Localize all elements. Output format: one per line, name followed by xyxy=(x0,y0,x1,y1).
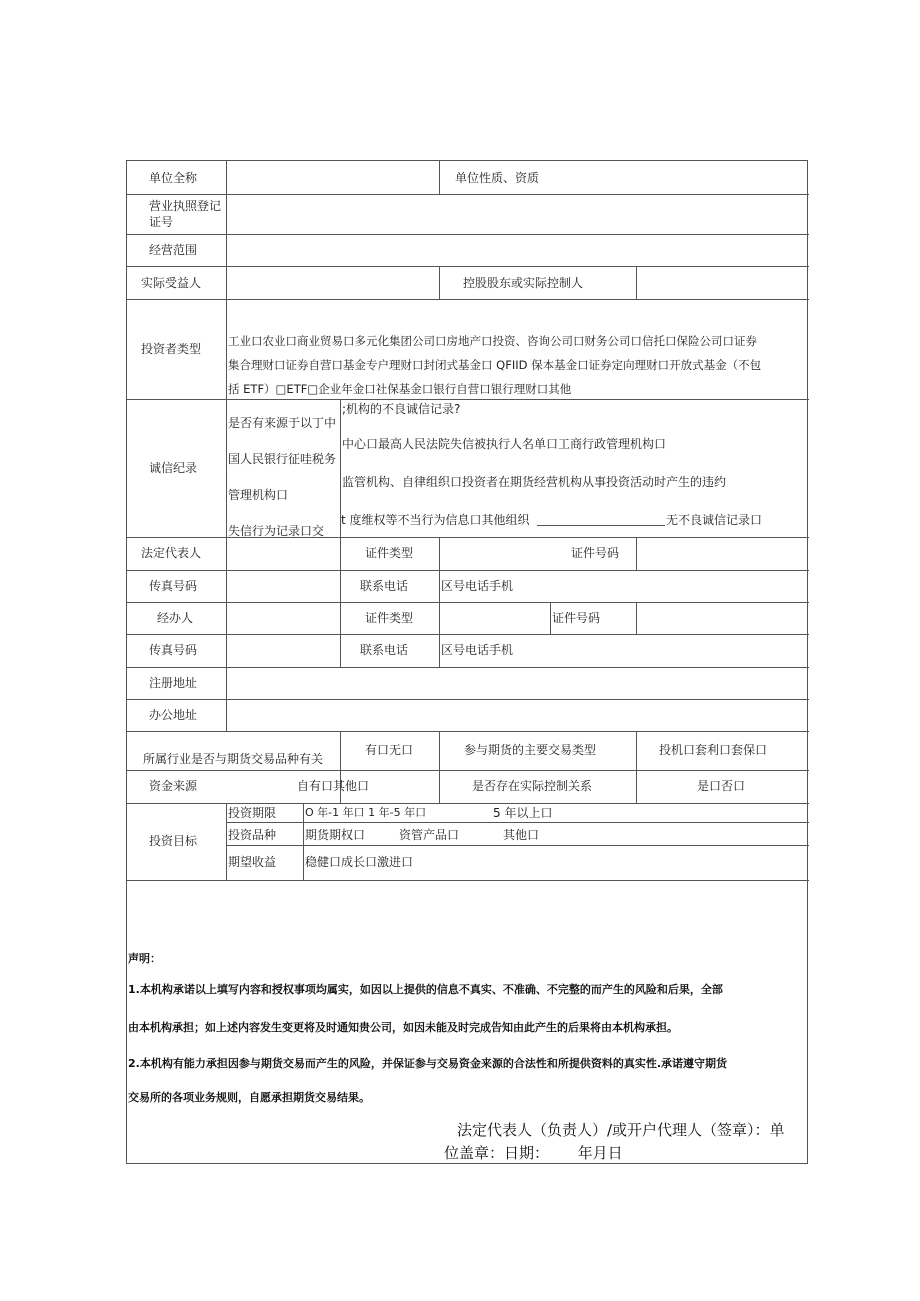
fund-source-label: 资金来源 xyxy=(149,779,198,793)
company-name-label: 单位全称 xyxy=(149,171,198,185)
credit-label: 诚信纪录 xyxy=(149,461,198,475)
industry-label: 所属行业是否与期货交易品种有关 xyxy=(143,752,324,766)
company-nature-label: 单位性质、资质 xyxy=(455,171,540,185)
phone-hint[interactable]: 区号电话手机 xyxy=(441,579,514,593)
declaration-p2-line2: 交易所的各项业务规则，自愿承担期货交易结果。 xyxy=(128,1091,370,1104)
credit-right-2[interactable]: 中心口最高人民法院失信被执行人名单口工商行政管理机构口 xyxy=(342,437,667,451)
agent-label: 经办人 xyxy=(157,611,194,625)
return-options[interactable]: 稳健口成长口激进口 xyxy=(305,855,414,869)
id-number-label: 证件号码 xyxy=(571,546,620,560)
term-options-b[interactable]: 5 年以上口 xyxy=(493,806,553,820)
controller-field[interactable] xyxy=(637,267,809,299)
variety-options-other[interactable]: 其他口 xyxy=(503,828,540,842)
investor-type-options-line2[interactable]: 集合理财口证券自营口基金专户理财口封闭式基金口 QFIID 保本基金口证券定向理财口开放式基金（不包 xyxy=(228,358,762,372)
actual-control-options[interactable]: 是口否口 xyxy=(697,779,746,793)
reg-address-label: 注册地址 xyxy=(149,676,198,690)
id-type-label: 证件类型 xyxy=(365,546,414,560)
fund-source-options[interactable]: 自有口其他口 xyxy=(297,779,370,793)
agent-phone-label: 联系电话 xyxy=(360,643,409,657)
trade-type-label: 参与期货的主要交易类型 xyxy=(464,743,597,757)
agent-field[interactable] xyxy=(227,603,340,634)
term-options-a[interactable]: O 年-1 年口 1 年-5 年口 xyxy=(305,806,427,819)
term-label: 投资期限 xyxy=(228,806,277,820)
phone-label: 联系电话 xyxy=(360,579,409,593)
credit-left-2: 国人民银行征哇税务 xyxy=(228,452,337,466)
agent-id-number-field[interactable] xyxy=(637,603,809,634)
credit-right-3[interactable]: 监管机构、自律组织口投资者在期货经营机构从事投资活动时产生的违约 xyxy=(342,475,727,489)
actual-control-label: 是否存在实际控制关系 xyxy=(472,779,593,793)
credit-right-4[interactable]: t 度维权等不当行为信息口其他组织 xyxy=(341,513,530,527)
declaration-title: 声明： xyxy=(128,952,161,965)
variety-options-asset[interactable]: 资管产品口 xyxy=(399,828,460,842)
fax-label: 传真号码 xyxy=(149,579,198,593)
scope-label: 经营范围 xyxy=(149,243,198,257)
license-field[interactable] xyxy=(227,195,809,234)
variety-label: 投资品种 xyxy=(228,828,277,842)
goal-label: 投资目标 xyxy=(149,834,198,848)
reg-address-field[interactable] xyxy=(227,668,809,699)
credit-left-4[interactable]: 失信行为记录口交 xyxy=(228,524,325,538)
return-label: 期望收益 xyxy=(228,855,277,869)
declaration-p1-line2: 由本机构承担；如上述内容发生变更将及时通知贵公司，如因未能及时完成告知由此产生的后果将由本机构承担。 xyxy=(128,1021,678,1034)
declaration-p1-line1: 1.本机构承诺以上填写内容和授权事项均属实，如因以上提供的信息不真实、不准确、不完整的而产生的风险和后果，全部 xyxy=(128,983,723,996)
credit-left-3[interactable]: 管理机构口 xyxy=(228,488,289,502)
scope-field[interactable] xyxy=(227,235,809,266)
office-address-label: 办公地址 xyxy=(149,708,198,722)
beneficiary-label: 实际受益人 xyxy=(141,276,202,290)
no-bad-record-option[interactable]: 无不良诚信记录口 xyxy=(666,513,763,527)
license-label: 营业执照登记证号 xyxy=(149,199,222,229)
legal-rep-field[interactable] xyxy=(227,538,340,570)
signature-line-2[interactable]: 位盖章：日期： 年月日 xyxy=(444,1144,623,1162)
agent-id-number-label: 证件号码 xyxy=(552,611,601,625)
controller-label: 控股股东或实际控制人 xyxy=(463,276,584,290)
agent-id-type-field[interactable] xyxy=(440,603,550,634)
beneficiary-field[interactable] xyxy=(227,267,439,299)
agent-fax-field[interactable] xyxy=(227,635,340,667)
investor-type-label: 投资者类型 xyxy=(141,342,202,356)
trade-type-options[interactable]: 投机口套利口套保口 xyxy=(659,743,768,757)
agent-id-type-label: 证件类型 xyxy=(365,611,414,625)
office-address-field[interactable] xyxy=(227,700,809,731)
declaration-p2-line1: 2.本机构有能力承担因参与期货交易而产生的风险，并保证参与交易资金来源的合法性和所提供资料的真实性.承诺遵守期货 xyxy=(128,1057,728,1070)
fax-field[interactable] xyxy=(227,571,340,602)
credit-left-1: 是否有来源于以丁中 xyxy=(228,416,337,430)
industry-options[interactable]: 有口无口 xyxy=(365,743,414,757)
investor-type-options-line1[interactable]: 工业口农业口商业贸易口多元化集团公司口房地产口投资、咨询公司口财务公司口信托口保险公司口证券 xyxy=(228,334,757,348)
signature-line-1[interactable]: 法定代表人（负责人）/或开户代理人（签章）：单 xyxy=(457,1121,785,1139)
id-number-field[interactable] xyxy=(637,538,809,570)
legal-rep-label: 法定代表人 xyxy=(141,546,202,560)
credit-right-1: ;机构的不良诚信记录? xyxy=(342,402,461,416)
agent-fax-label: 传真号码 xyxy=(149,643,198,657)
company-name-field[interactable] xyxy=(227,161,439,194)
investor-type-options-line3[interactable]: 括 ETF）□ETF□企业年金口社保基金口银行自营口银行理财口其他 xyxy=(228,382,572,396)
account-form-table xyxy=(126,160,808,1164)
variety-options-futures[interactable]: 期货期权口 xyxy=(305,828,366,842)
agent-phone-hint[interactable]: 区号电话手机 xyxy=(441,643,514,657)
other-org-blank-line[interactable] xyxy=(537,525,665,526)
